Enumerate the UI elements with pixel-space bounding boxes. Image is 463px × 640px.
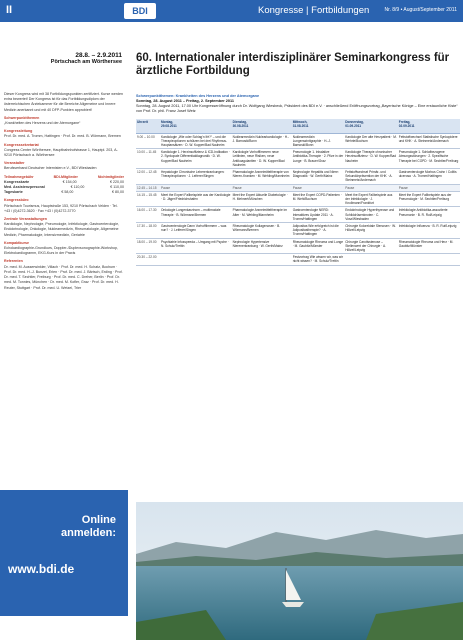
- lake-photo-image: [136, 502, 463, 640]
- session-cell: Pause: [398, 184, 460, 191]
- program-row: [136, 222, 460, 238]
- column-day: Freitag,: [398, 120, 411, 124]
- issue-label: Nr. 8/9 • August/September 2011: [384, 7, 457, 13]
- program-header-row: [136, 119, 460, 133]
- program-row: [136, 238, 460, 254]
- row-time: 14.15 – 15.45: [136, 191, 160, 207]
- session-cell: Pharmakologie Arzneimitteltherapie von Nieren-Kranken · M. Wehling/Mannheim: [232, 168, 292, 184]
- session-cell: Onkologie Lungenkarzinom – multimodale Therapie · B. Wörmann/Bremen: [160, 207, 232, 223]
- column-date: 01.09.2011: [345, 124, 361, 129]
- session-cell: Festvortrag Wie wissen wir, was wir nicht wissen? · M. Schulz/Trettin: [292, 255, 344, 264]
- session-cell: Pharmakologie Arzneimitteltherapie im Alter · M. Wehling/Mannheim: [232, 207, 292, 223]
- leitung-label: Kongressleitung: [4, 129, 33, 134]
- column-day: Uhrzeit: [137, 120, 148, 124]
- session-cell: Rheumatologie Rheuma und Herz · M. Gaubitz/Münster: [398, 238, 460, 254]
- online-line1: Online: [81, 514, 116, 526]
- session-cell: Kardiologie Therapie chronischer Herzinsuffizienz · D. W. Kupper/Bad Nauheim: [344, 149, 398, 169]
- program-row: [136, 207, 460, 223]
- session-cell: Pneumologie 1. Inhalative Antibiotika-Therapie · 2. Pilze in der Lunge · B. Brauer/Graz: [292, 149, 345, 169]
- program-row: [136, 168, 460, 184]
- program-dates: Sonntag, 28. August 2011 – Freitag, 2. September 2011: [136, 99, 234, 103]
- row-time: 12.00 – 12.45: [136, 168, 160, 184]
- session-cell: Meet the Expert Fallbeispiele aus der Pneumologie · M. Sechtler/Freiburg: [398, 191, 460, 207]
- column-day: Montag,: [161, 120, 174, 124]
- column-date: 29.08.2011: [161, 124, 177, 129]
- fee-row: [4, 190, 124, 195]
- session-cell: Infektiologie Antibiotika-assoziierte Pneumonie · B. R. Ruf/Leipzig: [398, 207, 460, 223]
- session-cell: Pause: [160, 184, 232, 191]
- schwerpunkt-text: „Krankheiten des Herzens und der Atemorgane“: [4, 121, 81, 126]
- session-cell: Chirurgie Carotisstenose – Stellenwert der Chirurgie · A. Hölzel/Leipzig: [344, 238, 398, 254]
- session-cell: Infektiologie Influenza · B. R. Ruf/Leipzig: [398, 222, 460, 238]
- program-column-header: [160, 119, 232, 133]
- program-row: [136, 254, 460, 265]
- session-cell: Gastroenterologie Morbus Crohn / Colitis ulcerosa · A. Tromm/Hattingen: [398, 168, 460, 184]
- page-marker: II: [6, 4, 13, 16]
- congress-place: Pörtschach am Wörthersee: [50, 59, 122, 65]
- sekretariat-label: Kongresssekretariat: [4, 142, 39, 147]
- referenten-label: Referenten: [4, 259, 23, 264]
- info-sidebar: [0, 22, 128, 640]
- fee-nonmember: € 220,00: [109, 179, 124, 184]
- session-cell: Kardiologie Vorhofflimmern neue Leitlinien, neue Risiken, neue Antikoagulantien · D. W. Kupper/Bad Nauheim: [232, 149, 292, 169]
- congress-title: 60. Internationaler interdisziplinärer Seminarkongress für ärztliche Fortbildung: [136, 52, 450, 77]
- program-column-header: [344, 119, 398, 133]
- kongress-label: Kongressbüro: [4, 198, 29, 203]
- page-header: [0, 0, 463, 22]
- kurse-text: Echokardiographie-Grundkurs, Doppler-/Duplexsonographie-Workshop, Elektrokardiogramm, EKG-Kurs in der Praxis: [4, 246, 118, 256]
- column-date: 31.08.2011: [292, 124, 309, 129]
- row-time: 10.00 – 11.45: [136, 149, 160, 169]
- session-cell: Meet the Expert Fallbeispiele aus der Infektiologie · J. Knollmann/Frankfurt: [344, 191, 398, 207]
- veranstalter-label: Veranstalter: [4, 161, 25, 166]
- program-column-header: [398, 119, 460, 133]
- session-cell: [232, 254, 292, 265]
- row-time: 9.00 – 10.00: [136, 133, 160, 149]
- row-time: 12.45 – 14.15: [136, 184, 160, 191]
- program-column-header: [136, 119, 160, 133]
- session-cell: Fettstoffwechsel Primär- und Sekundärprävention der KHK · A. Steinmetz/Andernach: [344, 168, 398, 184]
- column-day: Mittwoch,: [292, 120, 308, 124]
- session-cell: Psychiatrie Infosspeeda – Umgang mit Psyche · N. Schulz/Trettin: [160, 238, 232, 254]
- column-date: 30.08.2011: [232, 124, 249, 129]
- program-opening: Sonntag, 28. August 2011, 17.00 Uhr Kongresseröffnung durch Dr. Wolfgang Wiesbeck, Präsident des BDI e.V. · anschließend Eröffnungsvortrag „Bayerische Könige – Eine erstaunliche Kiste“ von Prof. Dr. phil. Franz Josef Wetz: [136, 104, 458, 113]
- fee-member: € 58,00: [61, 190, 74, 195]
- session-cell: Fettstoffwechsel Statistische Synkopidere und KHK · A. Steinmetz/Andernach: [398, 133, 460, 149]
- session-cell: Nuklearmedizin Lungenszintigraphie · H.-J. Barnoski/Bonn: [292, 133, 345, 149]
- congress-info: [4, 92, 124, 291]
- themen-text: Kardiologie, Nephrologie, Pneumologie, Infektiologie, Gastroenterologie, Endokrinologie, Onkologie, Nuklearmedizin, Rheumatologie, Allgemeine Medizin, Pharmakologie, Intensivmedizin, Geriatrie: [4, 222, 120, 237]
- row-time: 16.00 – 17.30: [136, 207, 160, 223]
- session-cell: [344, 254, 398, 265]
- fee-label: Kongresskarte: [4, 179, 30, 184]
- online-register-box[interactable]: [0, 490, 128, 616]
- session-cell: Pneumologie 1. Schlafbezogene Atmungsstörungen · 2. Spezifische Therapie bei COPD · M. Sechtler/Freiburg: [398, 149, 460, 169]
- session-cell: Pause: [344, 184, 398, 191]
- themen-label: Zentrale Veranstaltungen: [4, 217, 47, 222]
- fee-member: € 110,00: [70, 185, 85, 190]
- lake-photo: [136, 502, 463, 640]
- program-table: [136, 119, 460, 266]
- row-time: 18.00 – 19.00: [136, 238, 160, 254]
- column-date: 02.09.2011: [398, 124, 415, 129]
- sekretariat-text: Congress Center Wörthersee, Hauptbahnhofstrasse 1, Hauptpl. 203, A-9210 Pörtschach a. Wörthersee: [4, 147, 118, 158]
- session-cell: Endokrinologie Hyperthyreose und Schilddrüsenknoten · C. Vosz/Wiesbaden: [344, 207, 398, 223]
- session-cell: Rheumatologie Rheuma und Lunge · M. Gaubitz/Münster: [292, 238, 345, 254]
- fee-label: Tageskarte: [4, 190, 23, 195]
- session-cell: Hepatologie Chronische Lebererkrankungen: Therapieoptionen · J. Leiferer/Singen: [160, 168, 232, 184]
- fee-label: Med. Assistenzpersonal: [4, 185, 45, 190]
- program-column-header: [292, 119, 345, 133]
- referenten-text: Dr. med. M. Ausserwinkler, Villach · Prof. Dr. med. H. Schatz, Bochum · Prof. Dr. med. H.-J. Bunzel, Erlen · Prof. Dr. med. J. Bärtsch, Erding · Prof. Dr. med. T. Sechtler, Freiburg · Prof. Dr. med. C. Dreher, Berlin · Prof. Dr. med. M. Tonnies, München · Dr. med. M. Kofler, Graz · Prof. Dr. med. H. Reuter, Stuttgart · Prof. Dr. med. U. Wetzel, Trier: [4, 264, 123, 290]
- session-cell: Adipositas Wie erfolgreich ist die Adipositastherapie? · A. Tromm/Hattingen: [292, 222, 345, 238]
- session-cell: Meet the Expert COPD-Patienten · M. Wehl/Bochum: [292, 191, 345, 207]
- session-cell: [398, 254, 460, 265]
- fee-member: € 154,00: [62, 179, 77, 184]
- program-row: [136, 149, 460, 169]
- bdi-logo: BDI: [124, 3, 156, 19]
- session-cell: Meet the Expert Aktuelle Diabetologie · H. Mehnert/München: [232, 191, 292, 207]
- session-cell: Gastroenterologie NERD: Interaktives Update 2011 · A. Tromm/Hattingen: [292, 207, 345, 223]
- session-cell: Chirurgie Kolorektale Stenosen · W. Hölzel/Leipzig: [344, 222, 398, 238]
- session-cell: Meet the Expert Fallbeispiele aus der Kardiologie · D. Jäger/Friedrichshafen: [160, 191, 232, 207]
- fees-col-a: BDI-Mitglieder: [53, 174, 78, 179]
- bdi-website-link[interactable]: www.bdi.de: [8, 562, 75, 576]
- session-cell: Gastroenterologie Dann Vorhofflimmern – was nun? · J. Leiferer/Singen: [160, 222, 232, 238]
- column-day: Dienstag,: [232, 120, 247, 124]
- program-title: Schwerpunktthemen: Krankheiten des Herzens und der Atemorgane: [136, 94, 260, 98]
- session-cell: Nephrologie Hypertensive Nierenerkrankung · W. Gerth/Mainz: [232, 238, 292, 254]
- session-cell: [160, 254, 232, 265]
- session-cell: Rheumatologie Kollagenosen · B. Wörmann/Bremen: [232, 222, 292, 238]
- fees-label: Teilnahmegebühr: [4, 174, 34, 179]
- program-row: [136, 184, 460, 191]
- fee-nonmember: € 110,00: [110, 185, 124, 190]
- kongress-text: Pörtschach Tourismus, Hauptstraße 153, 9210 Pörtschach Velden · Tel. +43 / (0)4272-3620 · Fax +43 / (0)4272-3770: [4, 203, 118, 213]
- program-column-header: [232, 119, 292, 133]
- row-time: 17.30 – 18.00: [136, 222, 160, 238]
- row-time: 20.30 – 22.00: [136, 254, 160, 265]
- program-row: [136, 191, 460, 207]
- session-cell: Kardiologie Der alte Herzpatient · M. Wehrle/Bochum: [344, 133, 398, 149]
- veranstalter-text: Berufsverband Deutscher Internisten e.V., BDI Wiesbaden: [4, 166, 97, 171]
- intro-text: Dieser Kongress wird mit 38 Fortbildungspunkten zertifiziert. Kurse werden extra bewertet! Der Kongress ist für das Fortbildungsdiplom der österreichischen Ärztekammer für die Bereiche Allgemeine und Innere Medizin anerkannt und mit 40 DFP-Punkten approbiert!: [4, 92, 124, 112]
- fees-col-b: Nichtmitglieder: [97, 174, 124, 179]
- congress-dates: 28.8. – 2.9.2011: [75, 52, 122, 59]
- program-header: [136, 94, 460, 114]
- column-day: Donnerstag,: [345, 120, 364, 124]
- online-register-heading: [61, 514, 116, 540]
- schwerpunkt-label: Schwerpunktthemen: [4, 115, 40, 120]
- session-cell: Kardiologie „Wie oder Schlag'n Ifé?“ – und die Therapieoptionen schützen bei drei Rhythmus-Hauptansätzen · D. W. Kupper/Bad Nauheim: [160, 133, 232, 149]
- online-line2: anmelden:: [60, 527, 116, 539]
- leitung-text: Prof. Dr. med. A. Tromm, Hattingen · Prof. Dr. med. B. Wörmann, Bremen: [4, 134, 121, 139]
- kurse-label: Kompaktkurse: [4, 240, 29, 245]
- session-cell: Kardiologie 1. Herzinsuffizienz & ICD-Indikation · 2. Synkopale Differentialdiagnostik · D. W. Kupper/Bad Nauheim: [160, 149, 232, 169]
- session-cell: Nephrologie Hepatitis und Niere: Diagnostik · W. Gerth/Mainz: [292, 168, 345, 184]
- session-cell: Nuklearmedizin Nuklearkardiologie · H.-J. Barnoski/Bonn: [232, 133, 292, 149]
- section-title: Kongresse | Fortbildungen: [258, 5, 370, 16]
- session-cell: Pause: [232, 184, 292, 191]
- fee-nonmember: € 80,00: [112, 190, 124, 195]
- program-row: [136, 133, 460, 149]
- session-cell: Pause: [292, 184, 345, 191]
- date-box: [0, 52, 128, 65]
